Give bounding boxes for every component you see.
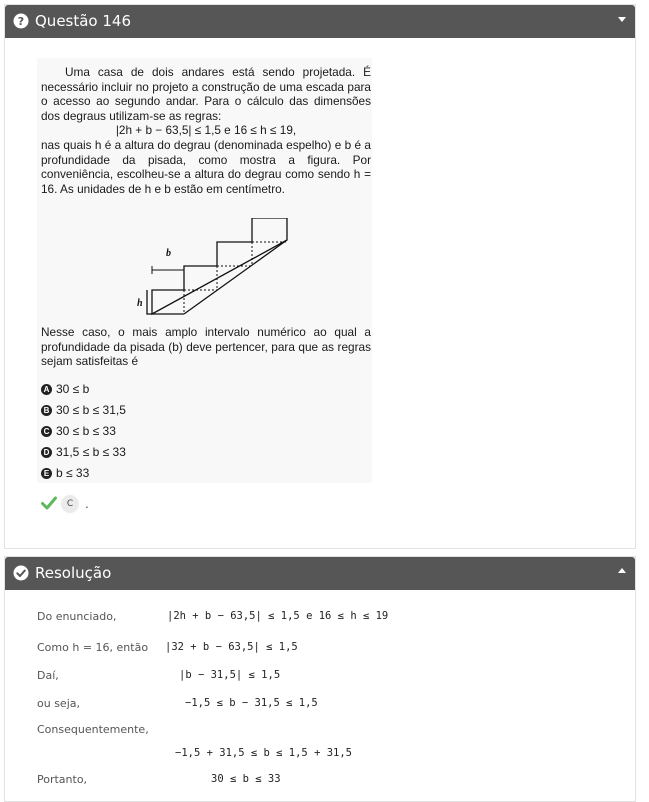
resolution-label: ou seja, bbox=[37, 697, 80, 710]
option-text: 30 ≤ b bbox=[56, 382, 90, 396]
resolution-expression: 30 ≤ b ≤ 33 bbox=[211, 773, 281, 785]
resolution-expression: |b − 31,5| ≤ 1,5 bbox=[179, 669, 281, 681]
question-panel bbox=[4, 4, 636, 549]
option-e[interactable] bbox=[41, 465, 89, 481]
statement-paragraph-1: Uma casa de dois andares está sendo projetada. É necessário incluir no projeto a construção de uma escada para o acesso ao segundo andar. Para o cálculo das dimensões dos degraus utilizam-se as regras: bbox=[41, 65, 371, 123]
resolution-label: Daí, bbox=[37, 669, 59, 682]
check-circle-icon bbox=[13, 565, 29, 581]
resolution-expression: −1,5 + 31,5 ≤ b ≤ 1,5 + 31,5 bbox=[175, 747, 353, 759]
question-panel-header[interactable] bbox=[5, 5, 635, 38]
question-prompt-text: Nesse caso, o mais amplo intervalo numérico ao qual a profundidade da pisada (b) deve pertencer, para que as regras sejam satisfeitas é bbox=[41, 325, 371, 369]
check-icon bbox=[41, 495, 57, 511]
resolution-expression: |2h + b − 63,5| ≤ 1,5 e 16 ≤ h ≤ 19 bbox=[167, 610, 389, 622]
collapse-caret-icon[interactable] bbox=[618, 568, 626, 573]
option-letter-badge: A bbox=[41, 384, 52, 395]
resolution-label: Como h = 16, então bbox=[37, 641, 149, 654]
resolution-panel bbox=[4, 556, 636, 802]
stairs-figure bbox=[137, 218, 327, 318]
option-b[interactable] bbox=[41, 402, 126, 418]
resolution-label: Consequentemente, bbox=[37, 723, 149, 736]
question-circle-icon bbox=[13, 13, 29, 29]
statement-rule: |2h + b − 63,5| ≤ 1,5 e 16 ≤ h ≤ 19, bbox=[115, 123, 297, 138]
answer-suffix: . bbox=[85, 497, 89, 511]
question-title: Questão 146 bbox=[35, 12, 132, 30]
option-text: 31,5 ≤ b ≤ 33 bbox=[56, 445, 126, 459]
option-d[interactable] bbox=[41, 444, 126, 460]
answer-badge: C bbox=[61, 495, 79, 513]
option-letter-badge: D bbox=[41, 447, 52, 458]
resolution-label: Portanto, bbox=[37, 773, 88, 786]
resolution-title: Resolução bbox=[35, 564, 112, 582]
option-a[interactable] bbox=[41, 381, 89, 397]
svg-text:?: ? bbox=[17, 15, 25, 29]
resolution-expression: −1,5 ≤ b − 31,5 ≤ 1,5 bbox=[185, 697, 318, 709]
option-letter-badge: B bbox=[41, 405, 52, 416]
collapse-caret-icon[interactable] bbox=[618, 17, 626, 22]
question-statement bbox=[41, 65, 371, 196]
question-image bbox=[37, 58, 372, 483]
option-text: 30 ≤ b ≤ 33 bbox=[56, 424, 116, 438]
option-letter-badge: C bbox=[41, 426, 52, 437]
option-text: 30 ≤ b ≤ 31,5 bbox=[56, 403, 126, 417]
resolution-label: Do enunciado, bbox=[37, 610, 117, 623]
option-c[interactable] bbox=[41, 423, 116, 439]
option-text: b ≤ 33 bbox=[56, 466, 90, 480]
resolution-expression: |32 + b − 63,5| ≤ 1,5 bbox=[165, 641, 298, 653]
figure-label-h: h bbox=[137, 298, 143, 309]
figure-label-b: b bbox=[166, 248, 171, 259]
statement-paragraph-2: nas quais h é a altura do degrau (denominada espelho) e b é a profundidade da pisada, como mostra a figura. Por conveniência, escolheu-se a altura do degrau como sendo h = 16. As unidades de h e b estão em centímetro. bbox=[41, 137, 371, 196]
resolution-panel-header[interactable] bbox=[5, 557, 635, 590]
option-letter-badge: E bbox=[41, 468, 52, 479]
question-prompt bbox=[41, 325, 371, 369]
